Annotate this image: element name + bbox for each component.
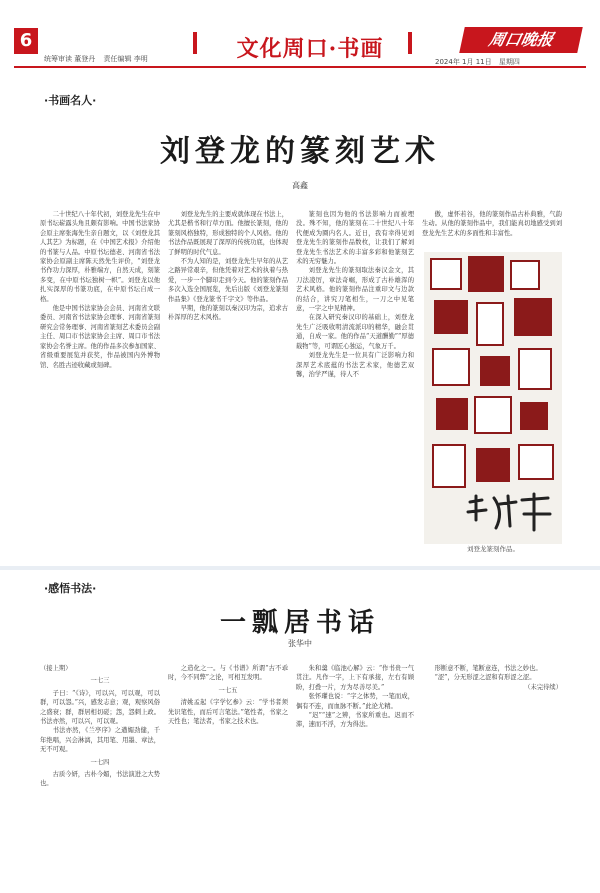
seal-stamp: [518, 444, 554, 480]
article1-column-tag: ·书画名人·: [44, 94, 97, 107]
page-number: 6: [14, 28, 38, 54]
seal-stamp: [476, 302, 504, 346]
seal-stamp: [434, 300, 468, 334]
section-number: 一七三: [90, 677, 110, 685]
paragraph: 不为人知的是，刘登龙先生早年的从艺之路异常艰辛，但他凭着对艺术的执着与热爱，一步一个脚印走到今天。他的篆刻作品多次入选全国展览，先后出版《刘登龙篆刻作品集》《登龙篆书千字文》等作品。: [168, 258, 288, 303]
seal-stamp: [474, 396, 512, 434]
newspaper-logo: 周口晚报: [459, 27, 583, 53]
article1-column-3: [296, 210, 414, 540]
paragraph: 刘登龙先生的篆刻取法秦汉金文，其刀法凌厉，章法奇崛，形成了古朴雄浑的艺术风格。他的篆刻作品注重印文与边款的结合，讲究刀笔相生，一刀之中见笔意，一字之中见精神。: [296, 267, 414, 313]
page-header: [0, 0, 600, 70]
paragraph: 在深入研究秦汉印的基础上，刘登龙先生广泛吸收明清流派印的精华，融会贯通，自成一家。他的作品“天道酬勤”“厚德载物”等，可谓匠心独运，气象万千。: [296, 314, 414, 350]
seal-stamp: [518, 348, 552, 390]
article2-column-4: [422, 664, 562, 886]
paragraph: 篆刻也因为他的书法影响力而被埋没。殊不知，他的篆刻在二十世纪八十年代便成为圈内名人。近日，我有幸得见刘登龙先生的篆刻作品数枚，让我们了解刘登龙先生书法艺术的丰富多彩和他篆刻艺术的无穷魅力。: [296, 211, 414, 266]
article2-column-1: [40, 664, 160, 886]
paragraph: 傲，虚怀若谷，他的篆刻作品古朴典雅，气韵生动。从他的篆刻作品中，我们能真切地感受到刘登龙先生艺术的多面性和丰富性。: [422, 211, 562, 237]
paragraph: 刘登龙先生的主要成就体现在书法上，尤其是楷书和行草方面。他擅长篆刻，他的篆刻风格独特，形成独特的个人风格。他的书法作品既展现了深厚的传统功底，也体现了鲜明的时代气息。: [168, 211, 288, 256]
section-number: 一七四: [90, 758, 110, 766]
article1-column-1: [40, 210, 160, 540]
staff-credits: [44, 54, 154, 64]
seal-stamp: [476, 448, 510, 482]
seal-stamp: [514, 298, 552, 336]
article1-author: 高鑫: [292, 181, 308, 190]
paragraph: 张怀瓘也说：“字之体势，一笔而成，偶有不连，而血脉不断。”此论尤精。: [296, 693, 414, 710]
paragraph: “涩”，分无形涩之涩和有形涩之涩。: [434, 674, 536, 682]
seal-stamp: [520, 402, 548, 430]
article1-column-2: [168, 210, 288, 540]
date: 2024年 1月 11日: [435, 58, 492, 66]
to-be-continued: （未完待续）: [524, 683, 562, 691]
article2-title: 一瓢居书话: [219, 608, 380, 638]
article2-column-3: [296, 664, 414, 886]
paragraph: 二十世纪八十年代初，刘登龙先生在中原书坛崭露头角且颇有影响。中国书法家协会原主席张海先生亲自题文，以《刘登龙其人其艺》为标题，在《中国艺术报》介绍他的书篆与人品。中原书坛德老、河南省书法家协会原副主席陈天然先生评价，“刘登龙书作功力深厚，朴雅端方，自然天成，刻篆多变，在中原书坛独树一帜”。刘登龙以他扎实深厚的书篆功底，在中原书坛自成一格。: [40, 211, 160, 303]
seal-artwork-image: [424, 252, 562, 544]
seal-stamp: [432, 444, 466, 488]
paragraph: “迟”“速”之辨，书家所重也。迟而不滞，速而不浮，方为得法。: [296, 712, 414, 729]
seal-stamp: [468, 256, 504, 292]
seal-stamp: [430, 258, 462, 290]
section-title: 文化周口·书画: [236, 36, 384, 62]
paragraph: 之造化之一。与《书谱》所谓“古不乖时，今不同弊”之论，可相互发明。: [168, 665, 288, 682]
article2-column-tag: ·感悟书法·: [44, 582, 97, 595]
seal-stamp: [510, 260, 540, 290]
paragraph: 形断意不断，笔断意连，书法之妙也。: [434, 665, 542, 672]
title-bar-right: [408, 32, 412, 54]
paragraph: 朱和羹《临池心解》云：“作书贵一气贯注。凡作一字，上下有承接，左右有顾盼，打叠一片，方为尽善尽美。”: [296, 665, 414, 691]
article1-title: 刘登龙的篆刻艺术: [160, 134, 440, 169]
paragraph: 清姚孟起《字学忆参》云：“学书者须先识笔性，而后可言笔法。”笔性者，书家之天性也；笔法者，书家之技术也。: [168, 699, 288, 726]
paragraph: 书法亦然，《兰亭序》之遒媚劲健，千年绝唱，兴会淋漓，其用笔、用墨、章法，无不可观。: [40, 727, 160, 754]
seal-stamp: [436, 398, 468, 430]
staff-reviewer: 统筹审读 董登丹: [44, 55, 96, 63]
paragraph: 早期，他的篆刻以秦汉印为宗，追求古朴浑厚的艺术风格。: [168, 305, 288, 322]
section-divider: [0, 566, 600, 570]
paragraph: 刘登龙先生是一位具有广泛影响力和深厚艺术底蕴的书法艺术家，他德艺双馨，治学严谨，待人不: [296, 352, 414, 378]
header-rule: [14, 66, 586, 68]
article2-author: 张华中: [288, 639, 312, 648]
seal-stamp: [480, 356, 510, 386]
article2-column-2: [168, 664, 288, 886]
continued-note: （接上期）: [40, 665, 72, 672]
article1-column-4: [422, 210, 562, 248]
image-caption: 刘登龙篆刻作品。: [467, 545, 519, 553]
section-number: 一七五: [218, 686, 238, 694]
staff-editor: 责任编辑 李明: [103, 55, 148, 63]
paragraph: 他是中国书法家协会会员、河南省文联委员、河南省书法家协会理事、河南省篆刻研究会常务理事、河南省篆刻艺术委员会副主任、周口市书法家协会主席、周口市书法家协会名誉主席。他的作品多次参加国家、省级重要展览并获奖，作品被国内外博物馆、名胜古迹收藏或刻碑。: [40, 305, 160, 369]
paragraph: 子曰：“《诗》，可以兴，可以观，可以群，可以怨。”兴，感发志意；观，观察风俗之盛衰；群，群居相切磋；怨，怨刺上政。书法亦然，可以兴，可以观。: [40, 689, 160, 726]
weekday: 星期四: [498, 58, 520, 66]
paragraph: 古质今妍，古朴今媚，书法演进之大势也。: [40, 771, 160, 788]
seal-stamp: [432, 348, 470, 386]
calligraphy-signature-icon: [464, 490, 556, 536]
